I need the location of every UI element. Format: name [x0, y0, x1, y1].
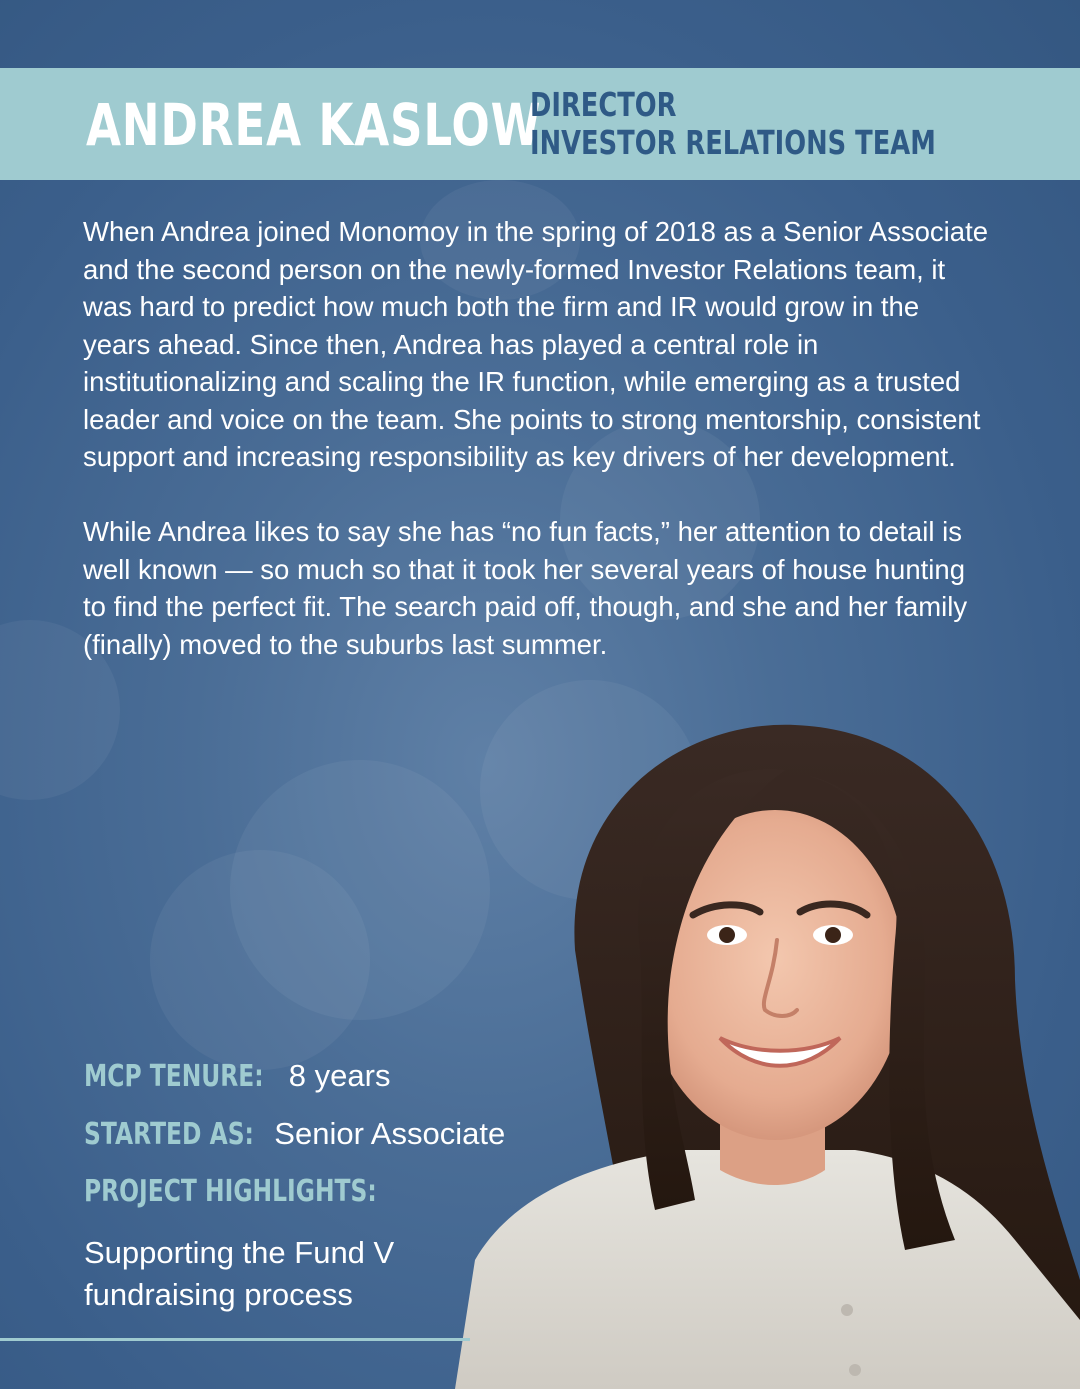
person-name: ANDREA KASLOW [86, 91, 542, 159]
tenure-row [84, 1052, 554, 1110]
started-row [84, 1110, 554, 1168]
tenure-label: MCP TENURE: [84, 1059, 264, 1094]
bio-paragraph-1: When Andrea joined Monomoy in the spring of 2018 as a Senior Associate and the second person on the newly-formed Investor Relations team, it was hard to predict how much both the firm and IR would grow in the years ahead. Since then, Andrea has played a central role in institutionalizing and scaling the IR function, while emerging as a trusted leader and voice on the team. She points to strong mentorship, consistent support and increasing responsibility as key drivers of her development. [83, 216, 989, 472]
job-title-line2: INVESTOR RELATIONS TEAM [530, 123, 936, 162]
tenure-value: 8 years [288, 1058, 391, 1093]
bio-text [83, 213, 988, 701]
highlights-label: PROJECT HIGHLIGHTS: [84, 1174, 377, 1209]
job-title-line1: DIRECTOR [530, 85, 677, 124]
job-title [530, 86, 936, 162]
started-label: STARTED AS: [84, 1117, 254, 1152]
bottom-divider [0, 1338, 470, 1341]
bokeh-circle [230, 760, 490, 1020]
highlights-row [84, 1168, 554, 1226]
bio-paragraph-2: While Andrea likes to say she has “no fun facts,” her attention to detail is well known — so much so that it took her several years of house hunting to find the perfect fit. The search paid off, though, and she and her family (finally) moved to the suburbs last summer. [83, 516, 968, 660]
highlights-value: Supporting the Fund V fundraising process [84, 1235, 395, 1312]
started-value: Senior Associate [274, 1116, 506, 1151]
bokeh-circle [150, 850, 370, 1070]
stats-panel [84, 1052, 554, 1316]
